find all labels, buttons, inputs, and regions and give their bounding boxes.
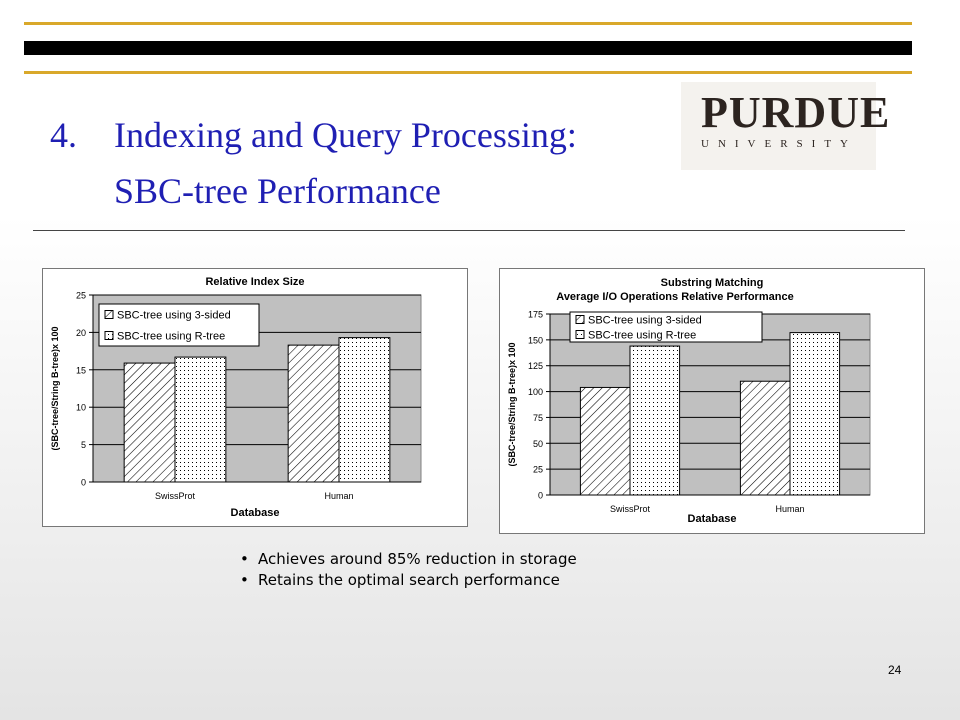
bar-human-series-1 xyxy=(790,333,840,495)
y-tick-label: 0 xyxy=(80,477,86,488)
purdue-logo xyxy=(681,82,891,170)
legend-swatch xyxy=(105,332,113,340)
bar-swissprot-series-0 xyxy=(124,363,175,482)
y-axis-label: (SBC-tree/String B-tree)x 100 xyxy=(50,326,60,451)
bullet-text: Achieves around 85% reduction in storage xyxy=(258,550,577,568)
y-tick-label: 0 xyxy=(537,490,543,501)
top-gold-rule xyxy=(24,22,912,25)
y-tick-label: 100 xyxy=(527,387,543,398)
bullet-dot: • xyxy=(240,550,249,568)
logo-word: PURDUE xyxy=(701,88,891,137)
y-tick-label: 20 xyxy=(75,327,86,338)
bar-human-series-1 xyxy=(339,338,390,482)
top-black-band xyxy=(24,41,912,55)
logo-subword: UNIVERSITY xyxy=(701,138,857,150)
x-tick-label: Human xyxy=(775,504,805,514)
chart-subtitle: Average I/O Operations Relative Performance xyxy=(556,291,794,303)
bullet-item xyxy=(240,550,577,571)
legend-swatch xyxy=(576,316,584,324)
page-number: 24 xyxy=(888,663,902,677)
legend-label: SBC-tree using R-tree xyxy=(117,330,226,343)
legend-swatch xyxy=(105,311,113,319)
legend-label: SBC-tree using R-tree xyxy=(588,329,697,342)
legend-label: SBC-tree using 3-sided xyxy=(117,309,231,322)
x-axis-label: Database xyxy=(230,507,280,519)
bar-swissprot-series-1 xyxy=(175,357,226,482)
y-tick-label: 25 xyxy=(532,464,543,475)
chart-svg-right xyxy=(500,269,924,533)
bullet-list xyxy=(240,550,577,592)
bar-human-series-0 xyxy=(288,345,339,482)
x-tick-label: SwissProt xyxy=(609,504,651,514)
chart-svg-left xyxy=(43,269,467,526)
x-tick-label: SwissProt xyxy=(154,491,196,501)
y-tick-label: 175 xyxy=(527,309,543,320)
title-line-1: Indexing and Query Processing: xyxy=(114,115,577,155)
bar-human-series-0 xyxy=(740,381,790,495)
y-tick-label: 15 xyxy=(75,365,86,376)
bullet-dot: • xyxy=(240,571,249,589)
y-tick-label: 50 xyxy=(532,438,543,449)
title-divider xyxy=(33,230,905,231)
chart-title: Substring Matching xyxy=(660,277,764,289)
bar-swissprot-series-1 xyxy=(630,346,680,495)
y-tick-label: 10 xyxy=(75,402,86,413)
section-number: 4. xyxy=(50,115,77,155)
bar-swissprot-series-0 xyxy=(580,387,630,495)
y-tick-label: 150 xyxy=(527,335,543,346)
x-tick-label: Human xyxy=(324,491,354,501)
chart-relative-index-size xyxy=(42,268,468,527)
y-tick-label: 75 xyxy=(532,412,543,423)
chart-substring-matching xyxy=(499,268,925,534)
bullet-item xyxy=(240,571,577,592)
x-axis-label: Database xyxy=(687,513,737,525)
y-tick-label: 125 xyxy=(527,361,543,372)
y-tick-label: 25 xyxy=(75,290,86,301)
chart-title: Relative Index Size xyxy=(205,276,305,288)
title-line-2: SBC-tree Performance xyxy=(114,171,441,211)
bottom-gold-rule xyxy=(24,71,912,74)
y-axis-label: (SBC-tree/String B-tree)x 100 xyxy=(507,342,517,467)
y-tick-label: 5 xyxy=(80,440,86,451)
legend-label: SBC-tree using 3-sided xyxy=(588,314,702,327)
bullet-text: Retains the optimal search performance xyxy=(258,571,560,589)
legend-swatch xyxy=(576,331,584,339)
